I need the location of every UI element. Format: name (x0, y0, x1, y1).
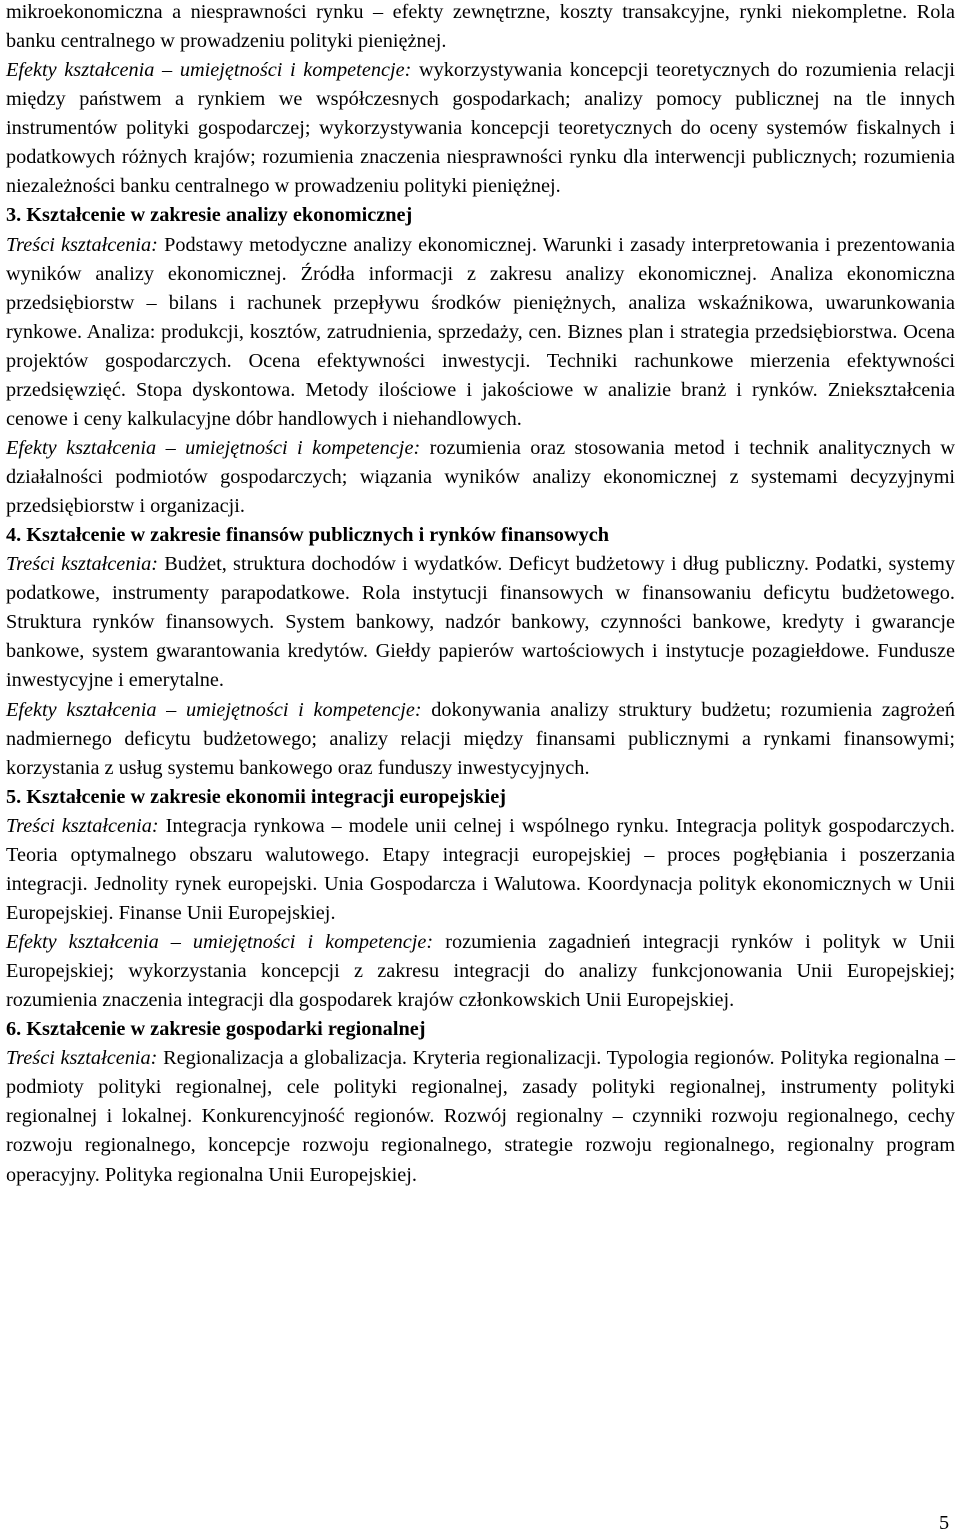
effects-paragraph (6, 928, 955, 1015)
section-heading: 4. Kształcenie w zakresie finansów publicznych i rynków finansowych (6, 524, 610, 547)
content-paragraph (6, 1044, 955, 1189)
effects-label: Efekty kształcenia – umiejętności i kompetencje: (6, 931, 434, 953)
effects-text: wykorzystywania koncepcji teoretycznych do rozumienia relacji między państwem a rynkiem we współczesnych gospodarkach; analizy pomocy publicznej na tle innych instrumentów polityki gospodarczej; wykorzystywania koncepcji teoretycznych do oceny systemów fiskalnych i podatkowych różnych krajów; rozumienia znaczenia niesprawności rynku dla interwencji publicznych; rozumienia niezależności banku centralnego w prowadzeniu polityki pieniężnej. (6, 59, 955, 198)
effects-label: Efekty kształcenia – umiejętności i kompetencje: (6, 436, 421, 459)
effects-paragraph (6, 696, 955, 783)
content-label: Treści kształcenia: (6, 233, 158, 256)
content-text: Podstawy metodyczne analizy ekonomicznej. Warunki i zasady interpretowania i prezentowania wyników analizy ekonomicznej. Źródła informacji z zakresu analizy ekonomicznej. Analiza ekonomiczna przedsiębiorstw – bilans i rachunek przepływu środków pieniężnych, analiza wskaźnikowa, uwarunkowania rynkowe. Analiza: produkcji, kosztów, zatrudnienia, sprzedaży, cen. Biznes plan i strategia przedsiębiorstwa. Ocena projektów gospodarczych. Ocena efektywności inwestycji. Techniki rachunkowe mierzenia efektywności przedsięwzięć. Stopa dyskontowa. Metody ilościowe i jakościowe w analizie branż i rynków. Zniekształcenia cenowe i ceny kalkulacyjne dóbr handlowych i niehandlowych. (6, 233, 955, 430)
intro-text: mikroekonomiczna a niesprawności rynku – efekty zewnętrzne, koszty transakcyjne, rynki niekompletne. Rola banku centralnego w prowadzeniu polityki pieniężnej. (6, 1, 955, 53)
document-page (6, 0, 955, 1190)
content-text: Regionalizacja a globalizacja. Kryteria regionalizacji. Typologia regionów. Polityka regionalna – podmioty polityki regionalnej, cele polityki regionalnej, zasady polityki regionalnej, instrumenty polityki regionalnej i lokalnej. Konkurencyjność regionów. Rozwój regionalny – czynniki rozwoju regionalnego, cechy rozwoju regionalnego, koncepcje rozwoju regionalnego, strategie rozwoju regionalnego, regionalny program operacyjny. Polityka regionalna Unii Europejskiej. (6, 1047, 955, 1186)
content-text: Budżet, struktura dochodów i wydatków. Deficyt budżetowy i dług publiczny. Podatki, systemy podatkowe, instrumenty parapodatkowe. Rola instytucji finansowych w finansowaniu deficytu budżetowego. Struktura rynków finansowych. System bankowy, nadzór bankowy, czynności bankowe, kredyty i gwarancje bankowe, system gwarantowania kredytów. Giełdy papierów wartościowych i instytucje pozagiełdowe. Fundusze inwestycyjne i emerytalne. (6, 553, 955, 692)
intro-paragraph (6, 0, 955, 56)
content-label: Treści kształcenia: (6, 1047, 158, 1070)
effects-text: rozumienia oraz stosowania metod i technik analitycznych w działalności podmiotów gospodarczych; wiązania wyników analizy ekonomicznej z systemami decyzyjnymi przedsiębiorstw i organizacji. (6, 436, 955, 518)
section-heading: 3. Kształcenie w zakresie analizy ekonomicznej (6, 204, 413, 227)
content-text: Integracja rynkowa – modele unii celnej i wspólnego rynku. Integracja polityk gospodarczych. Teoria optymalnego obszaru walutowego. Etapy integracji europejskiej – proces pogłębiania i poszerzania integracji. Jednolity rynek europejski. Unia Gospodarcza i Walutowa. Koordynacja polityk ekonomicznych w Unii Europejskiej. Finanse Unii Europejskiej. (6, 814, 955, 924)
intro-effects-paragraph (6, 56, 955, 201)
content-paragraph (6, 812, 955, 928)
content-label: Treści kształcenia: (6, 553, 158, 576)
page-number: 5 (939, 1512, 950, 1534)
effects-text: dokonywania analizy struktury budżetu; rozumienia zagrożeń nadmiernego deficytu budżetowego; analizy relacji między finansami publicznymi a rynkami finansowymi; korzystania z usług systemu bankowego oraz funduszy inwestycyjnych. (6, 698, 955, 779)
section-heading: 5. Kształcenie w zakresie ekonomii integracji europejskiej (6, 785, 506, 808)
effects-label: Efekty kształcenia – umiejętności i kompetencje: (6, 698, 422, 721)
effects-paragraph (6, 434, 955, 521)
effects-text: rozumienia zagadnień integracji rynków i polityk w Unii Europejskiej; wykorzystania koncepcji z zakresu integracji do analizy funkcjonowania Unii Europejskiej; rozumienia znaczenia integracji dla gospodarek krajów członkowskich Unii Europejskiej. (6, 931, 955, 1012)
content-paragraph (6, 231, 955, 434)
effects-label: Efekty kształcenia – umiejętności i kompetencje: (6, 59, 412, 82)
content-paragraph (6, 550, 955, 695)
content-label: Treści kształcenia: (6, 814, 159, 837)
section-heading: 6. Kształcenie w zakresie gospodarki regionalnej (6, 1018, 426, 1041)
